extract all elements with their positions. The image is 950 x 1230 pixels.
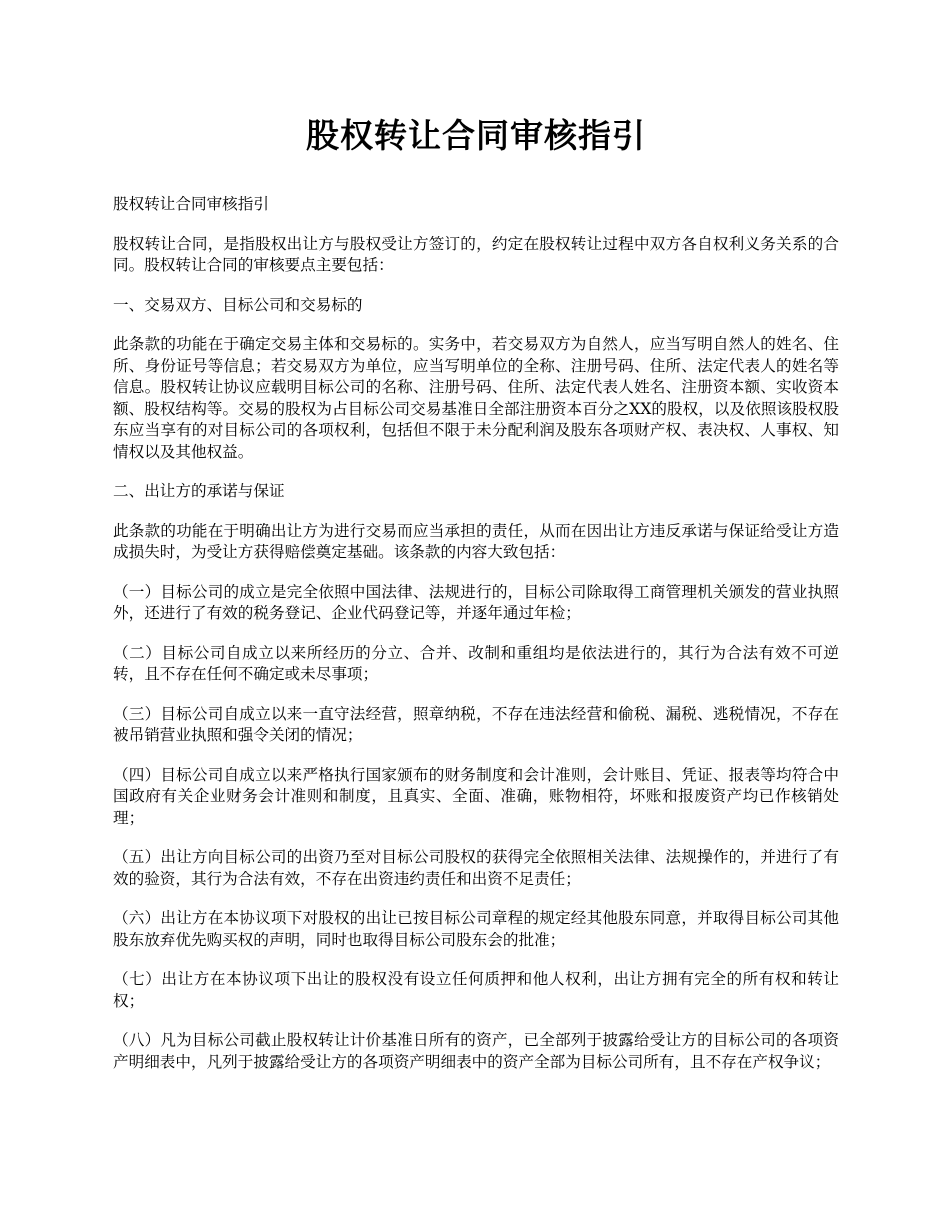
clause-item-4: （四）目标公司自成立以来严格执行国家颁布的财务制度和会计准则，会计账目、凭证、报表等均符合中国政府有关企业财务会计准则和制度，且真实、全面、准确，账物相符，坏账和报废资产均已作核销处理； [113,765,839,827]
clause-item-2: （二）目标公司自成立以来所经历的分立、合并、改制和重组均是依法进行的，其行为合法有效不可逆转，且不存在任何不确定或未尽事项； [113,643,839,683]
document-title: 股权转让合同审核指引 [306,116,646,155]
clause-item-1: （一）目标公司的成立是完全依照中国法律、法规进行的，目标公司除取得工商管理机关颁发的营业执照外，还进行了有效的税务登记、企业代码登记等，并逐年通过年检； [113,582,839,622]
paragraph-intro: 股权转让合同，是指股权出让方与股权受让方签订的，约定在股权转让过程中双方各自权利义务关系的合同。股权转让合同的审核要点主要包括： [113,234,839,274]
paragraph-section-1: 此条款的功能在于确定交易主体和交易标的。实务中，若交易双方为自然人，应当写明自然人的姓名、住所、身份证号等信息；若交易双方为单位，应当写明单位的全称、注册号码、住所、法定代表人的姓名等信息。股权转让协议应载明目标公司的名称、注册号码、住所、法定代表人姓名、注册资本额、实收资本额、股权结构等。交易的股权为占目标公司交易基准日全部注册资本百分之XX的股权，以及依照该股权股东应当享有的对目标公司的各项权利，包括但不限于未分配利润及股东各项财产权、表决权、人事权、知情权以及其他权益。 [113,335,839,461]
clause-item-5: （五）出让方向目标公司的出资乃至对目标公司股权的获得完全依照相关法律、法规操作的，并进行了有效的验资，其行为合法有效，不存在出资违约责任和出资不足责任； [113,848,839,888]
clause-item-7: （七）出让方在本协议项下出让的股权没有设立任何质押和他人权利，出让方拥有完全的所有权和转让权； [113,970,839,1010]
paragraph-subtitle: 股权转让合同审核指引 [113,195,269,213]
paragraph-section-2: 此条款的功能在于明确出让方为进行交易而应当承担的责任，从而在因出让方违反承诺与保证给受让方造成损失时，为受让方获得赔偿奠定基础。该条款的内容大致包括： [113,521,839,561]
clause-item-6: （六）出让方在本协议项下对股权的出让已按目标公司章程的规定经其他股东同意，并取得目标公司其他股东放弃优先购买权的声明，同时也取得目标公司股东会的批准； [113,909,839,949]
clause-item-8: （八）凡为目标公司截止股权转让计价基准日所有的资产，已全部列于披露给受让方的目标公司的各项资产明细表中，凡列于披露给受让方的各项资产明细表中的资产全部为目标公司所有，且不存在产权争议； [113,1031,839,1071]
section-heading-1: 一、交易双方、目标公司和交易标的 [113,295,363,314]
section-heading-2: 二、出让方的承诺与保证 [113,482,285,500]
clause-item-3: （三）目标公司自成立以来一直守法经营，照章纳税，不存在违法经营和偷税、漏税、逃税情况，不存在被吊销营业执照和强令关闭的情况； [113,704,839,744]
document-page [113,110,839,1091]
